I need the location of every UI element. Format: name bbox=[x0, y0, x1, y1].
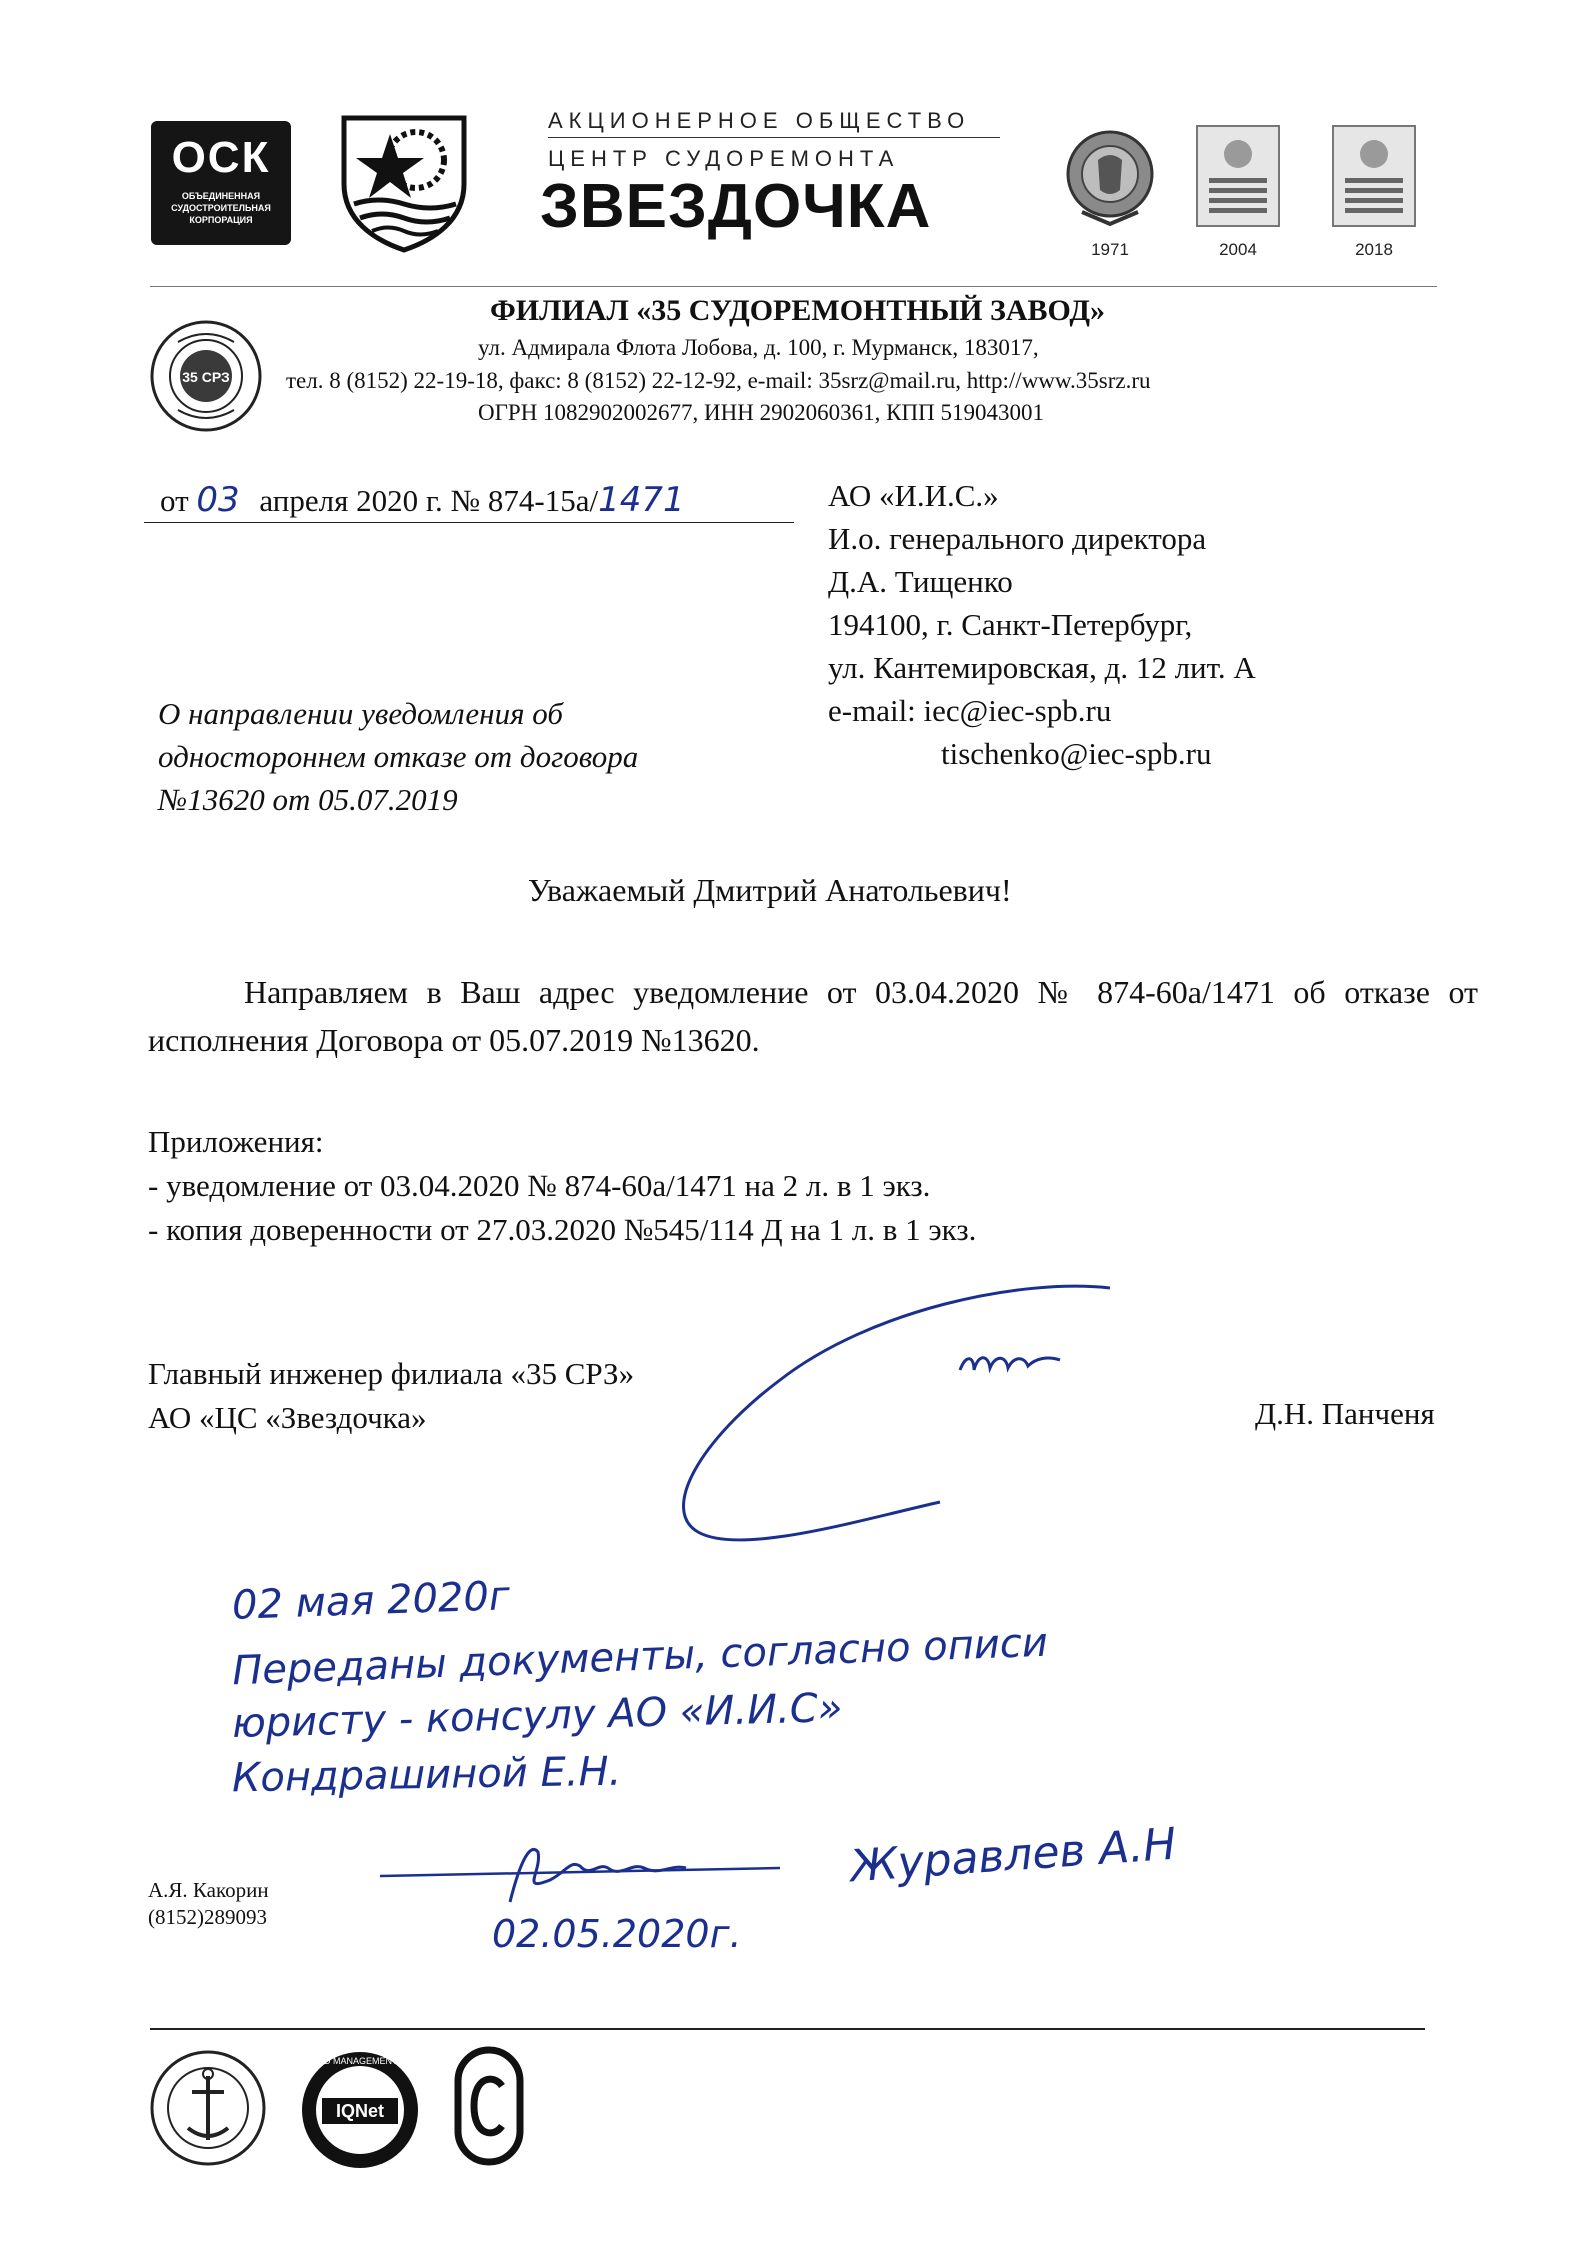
handwritten-note-date: 02 мая 2020г bbox=[231, 1573, 511, 1629]
reference-underline bbox=[144, 522, 794, 523]
attachment-item: - копия доверенности от 27.03.2020 №545/114 Д на 1 л. в 1 экз. bbox=[148, 1212, 977, 1247]
reference-prefix: от bbox=[160, 483, 189, 518]
company-line-1: АКЦИОНЕРНОЕ ОБЩЕСТВО bbox=[548, 108, 971, 133]
recipient-email-1: e-mail: iec@iec-spb.ru bbox=[828, 693, 1112, 728]
branch-address: ул. Адмирала Флота Лобова, д. 100, г. Мурманск, 183017, bbox=[478, 335, 1039, 360]
branch-title: ФИЛИАЛ «35 СУДОРЕМОНТНЫЙ ЗАВОД» bbox=[490, 294, 1105, 327]
attachment-item: - уведомление от 03.04.2020 № 874-60а/1471 на 2 л. в 1 экз. bbox=[148, 1168, 931, 1203]
signer-title-line-1: Главный инженер филиала «35 СРЗ» bbox=[148, 1356, 635, 1391]
gratitude-certificate-icon bbox=[1195, 124, 1281, 228]
subject-line-2: одностороннем отказе от договора bbox=[158, 739, 639, 774]
executor-block bbox=[148, 1877, 269, 1931]
reference-day-handwritten: 03 bbox=[196, 480, 240, 520]
subject-block bbox=[158, 692, 638, 821]
award-year-2018: 2018 bbox=[1355, 240, 1393, 259]
award-year-1971: 1971 bbox=[1091, 240, 1129, 259]
iqnet-ring-text: CERTIFIED MANAGEMENT SYSTEM bbox=[283, 2056, 437, 2066]
reference-number-handwritten: 1471 bbox=[598, 480, 685, 520]
attachments-block bbox=[148, 1120, 976, 1252]
salutation: Уважаемый Дмитрий Анатольевич! bbox=[528, 872, 1012, 908]
footer-divider bbox=[150, 2028, 1425, 2030]
gratitude-certificate-icon bbox=[1331, 124, 1417, 228]
recipient-street: ул. Кантемировская, д. 12 лит. А bbox=[828, 650, 1256, 685]
signer-name: Д.Н. Панченя bbox=[1255, 1396, 1435, 1431]
recipient-position: И.о. генерального директора bbox=[828, 521, 1207, 556]
handwritten-signature bbox=[640, 1270, 1120, 1570]
recipient-email-2: tischenko@iec-spb.ru bbox=[941, 736, 1212, 771]
recipient-block bbox=[828, 474, 1256, 775]
branch-stamp-text: 35 СРЗ bbox=[182, 369, 230, 385]
header-divider bbox=[150, 286, 1437, 287]
reference-number: апреля 2020 г. № 874-15а/ bbox=[259, 483, 599, 518]
handwritten-note-line: Кондрашиной Е.Н. bbox=[231, 1748, 622, 1802]
reference-line bbox=[160, 480, 685, 520]
subject-line-3: №13620 от 05.07.2019 bbox=[158, 782, 458, 817]
executor-phone: (8152)289093 bbox=[148, 1905, 267, 1929]
company-line-2: ЦЕНТР СУДОРЕМОНТА bbox=[548, 146, 900, 171]
registry-c-mark-icon bbox=[454, 2046, 524, 2166]
recipient-org: АО «И.И.С.» bbox=[828, 478, 999, 513]
company-divider bbox=[548, 137, 1000, 138]
recipient-city: 194100, г. Санкт-Петербург, bbox=[828, 607, 1193, 642]
recipient-name: Д.А. Тищенко bbox=[828, 564, 1013, 599]
osk-logo-mark: ОСК bbox=[171, 133, 271, 182]
branch-registration: ОГРН 1082902002677, ИНН 2902060361, КПП 519043001 bbox=[478, 400, 1044, 425]
executor-name: А.Я. Какорин bbox=[148, 1878, 269, 1902]
body-paragraph: Направляем в Ваш адрес уведомление от 03.04.2020 № 874-60а/1471 об отказе от исполнения Договора от 05.07.2019 №13620. bbox=[148, 974, 1478, 1058]
company-name: ЗВЕЗДОЧКА bbox=[540, 172, 932, 241]
branch-contacts: тел. 8 (8152) 22-19-18, факс: 8 (8152) 22-12-92, e-mail: 35srz@mail.ru, http://www.35srz.ru bbox=[286, 368, 1151, 393]
branch-round-logo bbox=[148, 318, 264, 434]
handwritten-note-line: Переданы документы, согласно описи bbox=[231, 1619, 1049, 1695]
osk-logo-caption: ОБЪЕДИНЕННАЯ СУДОСТРОИТЕЛЬНАЯ КОРПОРАЦИЯ bbox=[171, 191, 271, 225]
award-year-2004: 2004 bbox=[1219, 240, 1257, 259]
order-medal-icon bbox=[1062, 120, 1158, 232]
attachments-title: Приложения: bbox=[148, 1124, 324, 1159]
receiver-name-handwritten: Журавлев А.Н bbox=[848, 1818, 1178, 1893]
iqnet-label: IQNet bbox=[335, 2101, 385, 2121]
receiver-date-handwritten: 02.05.2020г. bbox=[492, 1912, 742, 1956]
iqnet-certified-icon bbox=[283, 2048, 437, 2172]
handwritten-note-line: юристу - консулу АО «И.И.С» bbox=[231, 1685, 843, 1747]
quality-system-seal-icon bbox=[148, 2048, 268, 2168]
subject-line-1: О направлении уведомления об bbox=[158, 696, 563, 731]
signer-block bbox=[148, 1352, 634, 1440]
signer-title-line-2: АО «ЦС «Звездочка» bbox=[148, 1400, 427, 1435]
star-shield-emblem bbox=[338, 112, 470, 254]
